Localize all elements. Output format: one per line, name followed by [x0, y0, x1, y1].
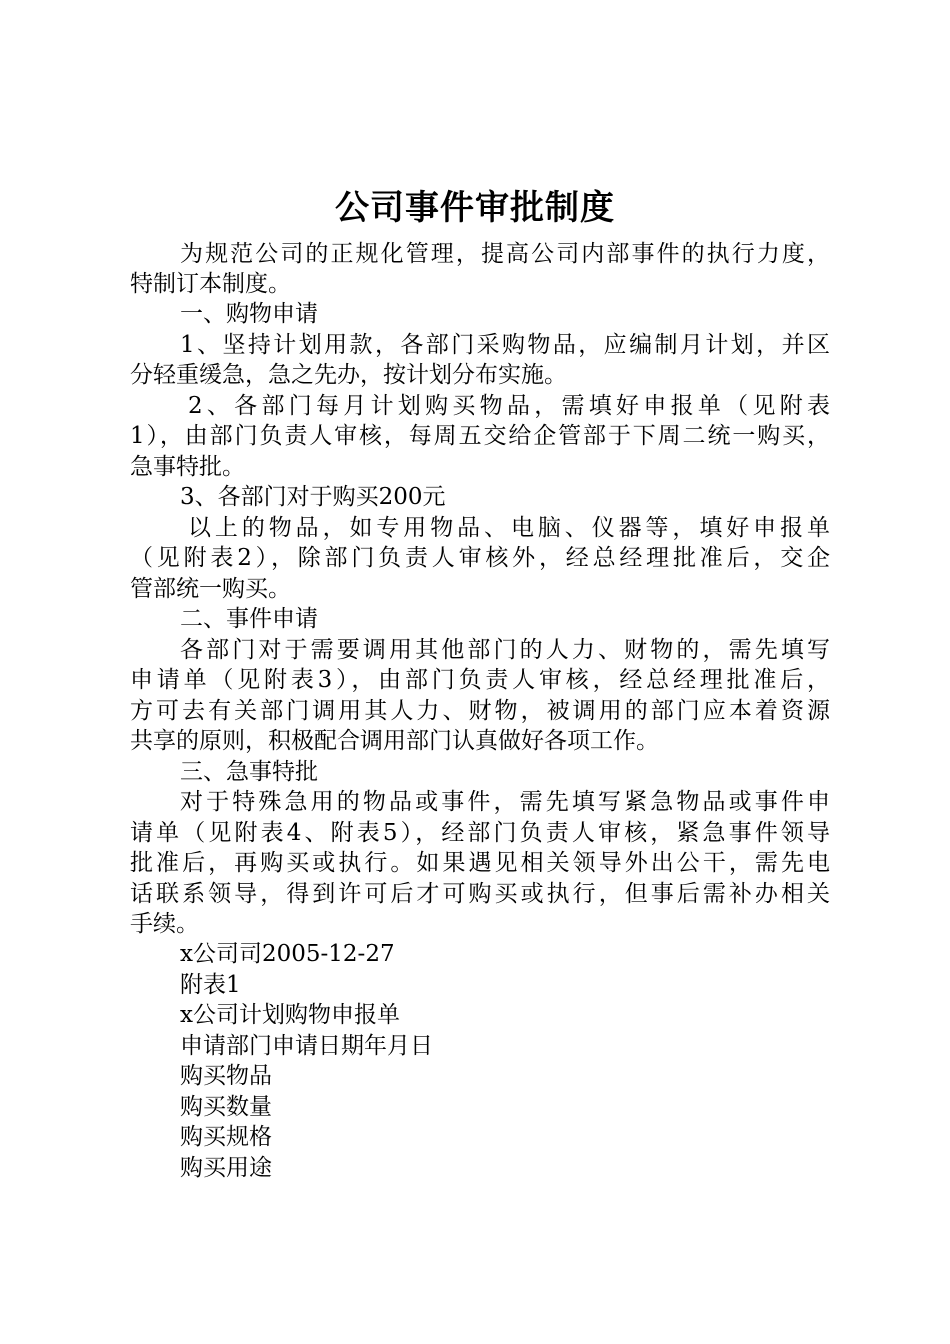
section-heading: 二、事件申请 — [180, 606, 318, 632]
section-heading: 一、购物申请 — [180, 301, 318, 327]
paragraph-line: 管部统一购买。 — [130, 576, 291, 602]
paragraph-line: 以上的物品，如专用物品、电脑、仪器等，填好申报单 — [188, 515, 830, 541]
paragraph-line: 对于特殊急用的物品或事件，需先填写紧急物品或事件申 — [180, 789, 830, 815]
paragraph-line: 请单（见附表4、附表5），经部门负责人审核，紧急事件领导 — [130, 820, 830, 846]
form-field: 申请部门申请日期年月日 — [180, 1033, 433, 1059]
paragraph-line: 急事特批。 — [130, 454, 245, 480]
paragraph-line: 3、各部门对于购买200元 — [180, 484, 446, 510]
paragraph-line: 手续。 — [130, 911, 199, 937]
paragraph-line: 共享的原则，积极配合调用部门认真做好各项工作。 — [130, 728, 659, 754]
paragraph-line: 话联系领导，得到许可后才可购买或执行，但事后需补办相关 — [130, 881, 830, 907]
section-heading: 三、急事特批 — [180, 759, 318, 785]
paragraph-line: 特制订本制度。 — [130, 271, 291, 297]
form-field: 购买物品 — [180, 1063, 272, 1089]
paragraph-line: 各部门对于需要调用其他部门的人力、财物的，需先填写 — [180, 637, 830, 663]
form-field: 购买用途 — [180, 1155, 272, 1181]
paragraph-line: 批准后，再购买或执行。如果遇见相关领导外出公干，需先电 — [130, 850, 830, 876]
paragraph-line: 方可去有关部门调用其人力、财物，被调用的部门应本着资源 — [130, 698, 830, 724]
paragraph-line: 申请单（见附表3），由部门负责人审核，经总经理批准后， — [130, 667, 830, 693]
form-field: 购买数量 — [180, 1094, 272, 1120]
signature-date: x公司司2005-12-27 — [180, 941, 395, 967]
paragraph-line: 为规范公司的正规化管理，提高公司内部事件的执行力度， — [180, 241, 830, 267]
form-title: x公司计划购物申报单 — [180, 1002, 400, 1028]
paragraph-line: 分轻重缓急，急之先办，按计划分布实施。 — [130, 362, 567, 388]
paragraph-line: （见附表2），除部门负责人审核外，经总经理批准后，交企 — [130, 545, 830, 571]
form-field: 购买规格 — [180, 1124, 272, 1150]
document-title: 公司事件审批制度 — [335, 188, 615, 228]
paragraph-line: 1、坚持计划用款，各部门采购物品，应编制月计划，并区 — [180, 332, 830, 358]
appendix-label: 附表1 — [180, 972, 241, 998]
paragraph-line: 2、各部门每月计划购买物品，需填好申报单（见附表 — [188, 393, 830, 419]
paragraph-line: 1），由部门负责人审核，每周五交给企管部于下周二统一购买， — [130, 423, 830, 449]
